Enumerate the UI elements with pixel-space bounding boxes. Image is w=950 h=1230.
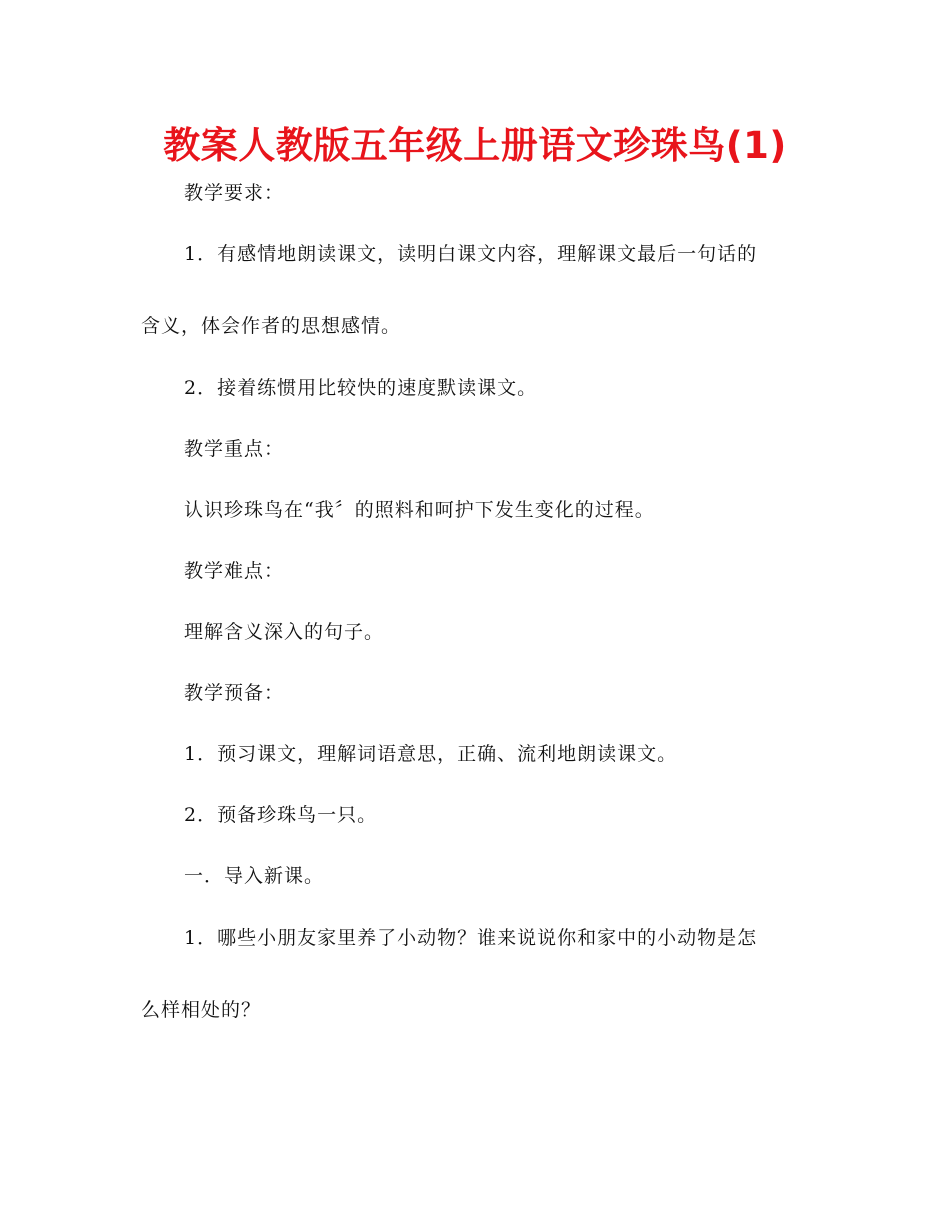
paragraph-question-1-line-2: 么样相处的？	[141, 999, 262, 1021]
heading-teaching-difficulty: 教学难点：	[184, 560, 285, 582]
paragraph-requirement-1-line-2: 含义，体会作者的思想感情。	[141, 315, 402, 337]
paragraph-teaching-difficulty: 理解含义深入的句子。	[184, 621, 385, 643]
paragraph-question-1-line-1: 1．哪些小朋友家里养了小动物？谁来说说你和家中的小动物是怎	[184, 927, 758, 949]
heading-teaching-requirements: 教学要求：	[184, 182, 285, 204]
paragraph-requirement-2: 2．接着练惯用比较快的速度默读课文。	[184, 377, 538, 399]
heading-teaching-preparation: 教学预备：	[184, 682, 285, 704]
document-title: 教案人教版五年级上册语文珍珠鸟(1)	[163, 124, 787, 167]
paragraph-preparation-2: 2．预备珍珠鸟一只。	[184, 804, 378, 826]
paragraph-requirement-1-line-1: 1．有感情地朗读课文，读明白课文内容，理解课文最后一句话的	[184, 243, 758, 265]
heading-teaching-focus: 教学重点：	[184, 438, 285, 460]
paragraph-preparation-1: 1．预习课文，理解词语意思，正确、流利地朗读课文。	[184, 743, 678, 765]
heading-introduce-lesson: 一．导入新课。	[184, 865, 325, 887]
paragraph-teaching-focus: 认识珍珠鸟在“我〞的照料和呵护下发生变化的过程。	[184, 499, 655, 521]
